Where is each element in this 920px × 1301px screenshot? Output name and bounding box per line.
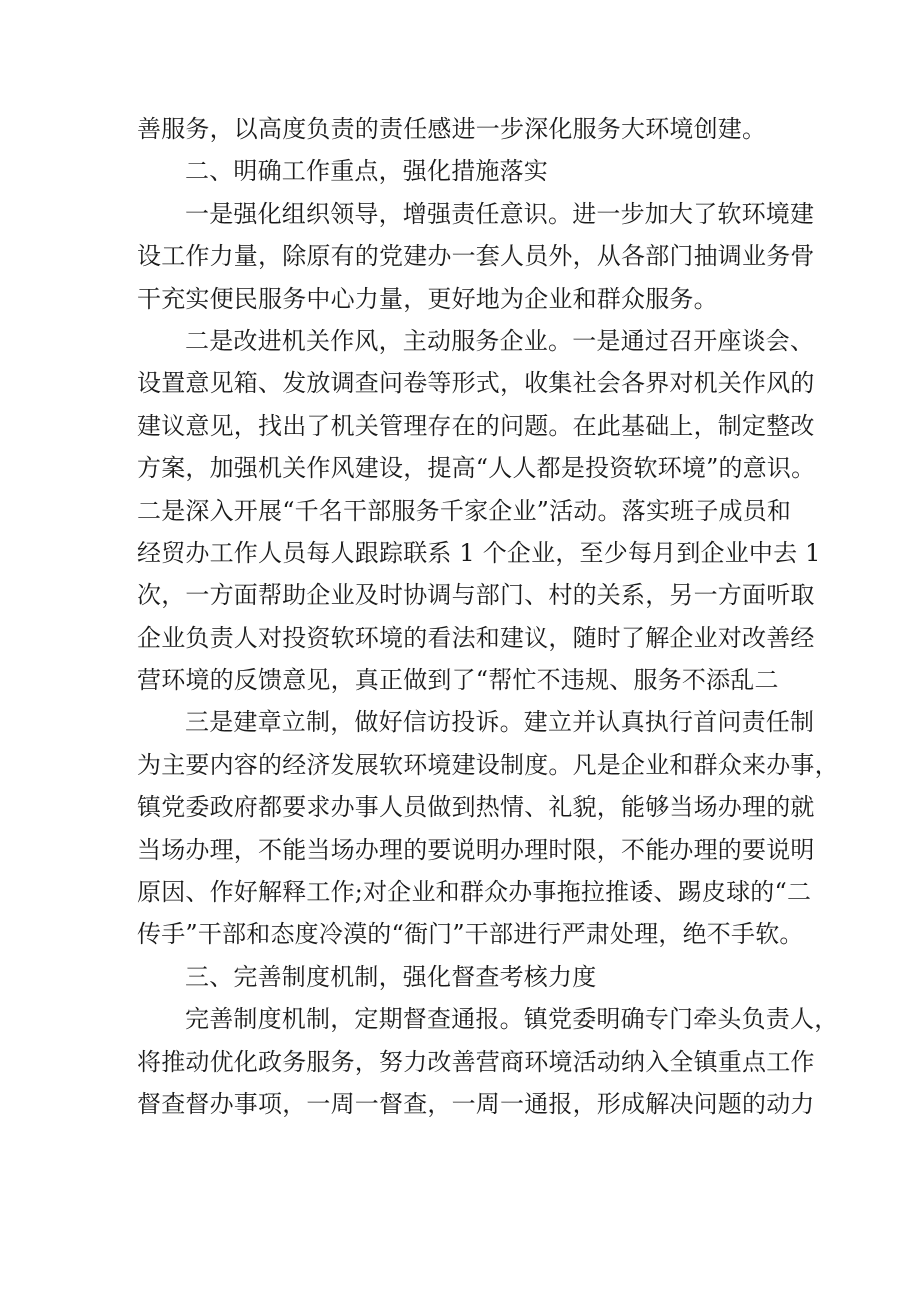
text-line: 二是改进机关作风，主动服务企业。一是通过召开座谈会、 — [185, 326, 815, 355]
document-body — [137, 108, 839, 1125]
text-line: 三是建章立制，做好信访投诉。建立并认真执行首问责任制 — [185, 708, 815, 737]
text-line: 方案，加强机关作风建设，提高“人人都是投资软环境”的意识。 — [137, 454, 816, 483]
text-line: 二是深入开展“千名干部服务千家企业”活动。落实班子成员和 — [137, 496, 792, 525]
text-line: 干充实便民服务中心力量，更好地为企业和群众服务。 — [137, 284, 718, 313]
text-line: 企业负责人对投资软环境的看法和建议，随时了解企业对改善经 — [137, 623, 815, 652]
section-heading: 二、明确工作重点，强化措施落实 — [185, 157, 548, 186]
text-line: 一是强化组织领导，增强责任意识。进一步加大了软环境建 — [185, 199, 815, 228]
text-line: 当场办理，不能当场办理的要说明办理时限，不能办理的要说明 — [137, 835, 815, 864]
text-line: 营环境的反馈意见，真正做到了“帮忙不违规、服务不添乱二 — [137, 666, 779, 695]
text-line: 原因、作好解释工作;对企业和群众办事拖拉推诿、踢皮球的“二 — [137, 878, 812, 907]
text-line: 为主要内容的经济发展软环境建设制度。凡是企业和群众来办事， — [137, 750, 839, 779]
text-line: 次，一方面帮助企业及时协调与部门、村的关系，另一方面听取 — [137, 581, 815, 610]
text-line: 完善制度机制，定期督查通报。镇党委明确专门牵头负责人， — [185, 1005, 839, 1034]
text-line: 经贸办工作人员每人跟踪联系 1 个企业，至少每月到企业中去 1 — [137, 538, 821, 567]
text-line: 传手”干部和态度冷漠的“衙门”干部进行严肃处理，绝不手软。 — [137, 920, 804, 949]
text-line: 镇党委政府都要求办事人员做到热情、礼貌，能够当场办理的就 — [137, 793, 815, 822]
text-line: 将推动优化政务服务，努力改善营商环境活动纳入全镇重点工作 — [137, 1047, 815, 1076]
text-line: 设工作力量，除原有的党建办一套人员外，从各部门抽调业务骨 — [137, 242, 815, 271]
section-heading: 三、完善制度机制，强化督查考核力度 — [185, 962, 597, 991]
text-line: 督查督办事项，一周一督查，一周一通报，形成解决问题的动力 — [137, 1089, 815, 1118]
text-line: 建议意见，找出了机关管理存在的问题。在此基础上，制定整改 — [137, 411, 815, 440]
text-line: 设置意见箱、发放调查问卷等形式，收集社会各界对机关作风的 — [137, 369, 815, 398]
text-line: 善服务，以高度负责的责任感进一步深化服务大环境创建。 — [137, 115, 767, 143]
